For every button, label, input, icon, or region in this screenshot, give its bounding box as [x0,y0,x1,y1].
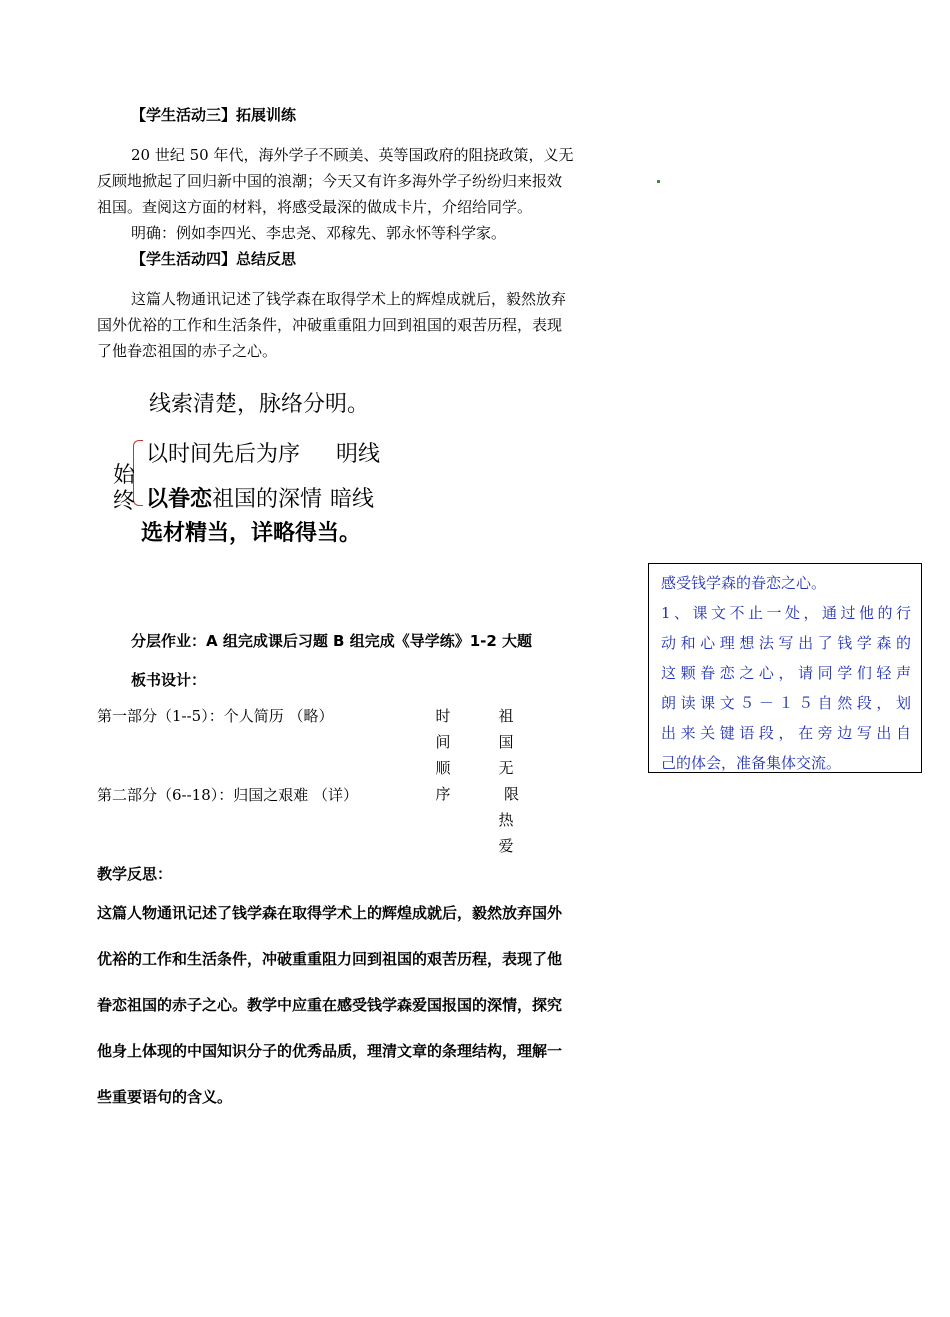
summary-line-1-tag: 明线 [336,442,381,467]
col2-char: 祖 [498,707,514,725]
reflection-line-1: 这篇人物通讯记述了钱学森在取得学术上的辉煌成就后，毅然放弃国外 [97,904,563,922]
green-mark [657,180,660,183]
board-col-love [496,703,520,859]
col2-char: 爱 [498,837,514,855]
sidebox-line-2: 1、课文不止一处，通过他的行 [661,604,911,622]
board-part-1: 第一部分（1--5）：个人简历 （略） [97,707,334,725]
sidebox-line-7: 己的体会，准备集体交流。 [661,754,842,772]
summary-line-1-text: 以时间先后为序 [146,442,301,467]
reflection-line-4: 他身上体现的中国知识分子的优秀品质，理清文章的条理结构，理解一 [97,1042,563,1060]
sidebox-line-6: 出来关键语段，在旁边写出自 [661,724,911,742]
activity3-line-3: 祖国。查阅这方面的材料，将感受最深的做成卡片，介绍给同学。 [97,198,533,216]
reflection-body [97,890,667,1120]
activity3-clarify: 明确：例如李四光、李忠尧、邓稼先、郭永怀等科学家。 [131,224,507,242]
board-part-2: 第二部分（6--18）：归国之艰难 （详） [97,786,359,804]
col1-char: 序 [435,785,451,803]
reflection-line-2: 优裕的工作和生活条件，冲破重重阻力回到祖国的艰苦历程，表现了他 [97,950,563,968]
col2-char: 热 [498,811,514,829]
side-char-end: 终 [113,489,136,514]
col2-char: 限 [504,785,520,803]
summary-side-chars [113,463,135,515]
board-col-time-order [433,703,453,807]
sidebox-line-1: 感受钱学森的眷恋之心。 [661,574,827,592]
sidebox [648,563,922,773]
sidebox-line-4: 这颗眷恋之心，请同学们轻声 [661,664,911,682]
activity4-line-3: 了他眷恋祖国的赤子之心。 [97,342,278,360]
activity3-line-1: 20 世纪 50 年代，海外学子不顾美、英等国政府的阻挠政策，义无 [131,146,574,164]
summary-material: 选材精当，详略得当。 [141,521,362,546]
col2-char: 无 [498,759,514,777]
reflection-title: 教学反思： [97,865,173,883]
activity3-title: 【学生活动三】拓展训练 [131,106,297,124]
summary-line-2-tag: 暗线 [330,487,375,512]
reflection-line-5: 些重要语句的含义。 [97,1088,233,1106]
summary-line-2 [146,485,374,515]
activity4-line-2: 国外优裕的工作和生活条件，冲破重重阻力回到祖国的艰苦历程，表现 [97,316,563,334]
summary-line-2-rest: 祖国的深情 [212,487,323,512]
reflection-line-3: 眷恋祖国的赤子之心。教学中应重在感受钱学森爱国报国的深情，探究 [97,996,563,1014]
col1-char: 间 [435,733,451,751]
activity4-title: 【学生活动四】总结反思 [131,250,297,268]
homework: 分层作业：A 组完成课后习题 B 组完成《导学练》1-2 大题 [131,632,533,650]
sidebox-line-5: 朗读课文５－１５自然段，划 [661,694,911,712]
sidebox-line-3: 动和心理想法写出了钱学森的 [661,634,911,652]
summary-line-1 [146,440,380,470]
board-title: 板书设计： [131,671,207,689]
col1-char: 时 [435,707,451,725]
summary-line-2-bold: 以眷恋 [146,487,213,512]
activity3-line-2: 反顾地掀起了回归新中国的浪潮；今天又有许多海外学子纷纷归来报效 [97,172,563,190]
activity4-line-1: 这篇人物通讯记述了钱学森在取得学术上的辉煌成就后，毅然放弃 [131,290,567,308]
col1-char: 顺 [435,759,451,777]
col2-char: 国 [498,733,514,751]
summary-clue: 线索清楚，脉络分明。 [149,392,370,417]
side-char-start: 始 [113,463,136,488]
